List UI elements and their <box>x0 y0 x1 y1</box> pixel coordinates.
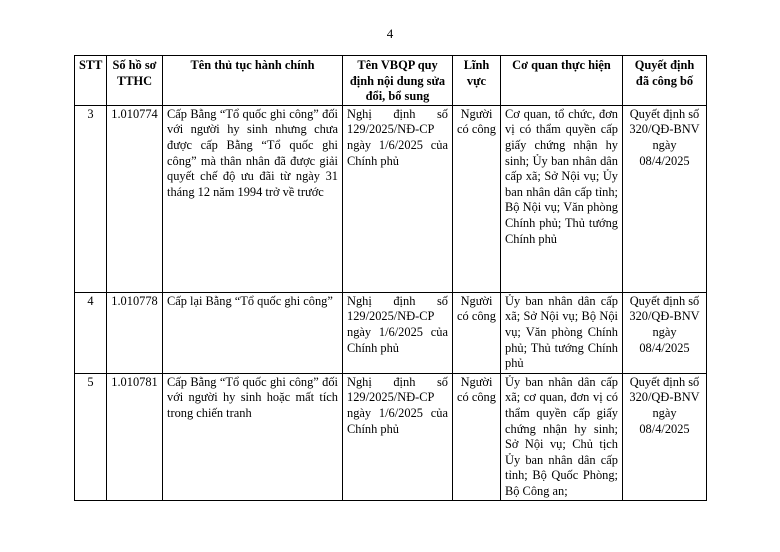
cell-stt: 5 <box>75 373 107 500</box>
cell-code: 1.010774 <box>107 105 163 292</box>
header-name: Tên thủ tục hành chính <box>163 56 343 106</box>
header-field: Lĩnh vực <box>453 56 501 106</box>
header-agency: Cơ quan thực hiện <box>501 56 623 106</box>
page-number: 4 <box>386 26 394 41</box>
cell-name: Cấp lại Bằng “Tổ quốc ghi công” <box>163 292 343 373</box>
cell-doc: Nghị định số 129/2025/NĐ-CP ngày 1/6/2025 của Chính phủ <box>343 373 453 500</box>
cell-agency: Cơ quan, tổ chức, đơn vị có thẩm quyền cấp giấy chứng nhận hy sinh; Ủy ban nhân dân cấp xã; Sở Nội vụ; Ủy ban nhân dân cấp tỉnh; Bộ Nội vụ; Văn phòng Chính phủ; Thủ tướng Chính phủ <box>501 105 623 292</box>
header-decision: Quyết định đã công bố <box>623 56 707 106</box>
header-code: Số hồ sơ TTHC <box>107 56 163 106</box>
table-row <box>75 105 707 292</box>
cell-agency: Ủy ban nhân dân cấp xã; Sở Nội vụ; Bộ Nội vụ; Văn phòng Chính phủ; Thủ tướng Chính phủ <box>501 292 623 373</box>
header-stt: STT <box>75 56 107 106</box>
cell-doc: Nghị định số 129/2025/NĐ-CP ngày 1/6/2025 của Chính phủ <box>343 105 453 292</box>
cell-name: Cấp Bằng “Tổ quốc ghi công” đối với người hy sinh hoặc mất tích trong chiến tranh <box>163 373 343 500</box>
cell-decision: Quyết định số 320/QĐ-BNV ngày 08/4/2025 <box>623 105 707 292</box>
cell-field: Người có công <box>453 292 501 373</box>
cell-code: 1.010778 <box>107 292 163 373</box>
cell-agency: Ủy ban nhân dân cấp xã; cơ quan, đơn vị có thẩm quyền cấp giấy chứng nhận hy sinh; Sở Nội vụ; Chủ tịch Ủy ban nhân dân cấp tỉnh; Bộ Quốc Phòng; Bộ Công an; <box>501 373 623 500</box>
table-row <box>75 373 707 500</box>
header-doc: Tên VBQP quy định nội dung sửa đổi, bổ sung <box>343 56 453 106</box>
cell-field: Người có công <box>453 373 501 500</box>
cell-name: Cấp Bằng “Tổ quốc ghi công” đối với người hy sinh nhưng chưa được cấp Bằng “Tổ quốc ghi công” mà thân nhân đã được giải quyết chế độ ưu đãi từ ngày 31 tháng 12 năm 1994 trở về trước <box>163 105 343 292</box>
table-header-row <box>75 56 707 106</box>
cell-doc: Nghị định số 129/2025/NĐ-CP ngày 1/6/2025 của Chính phủ <box>343 292 453 373</box>
table-row <box>75 292 707 373</box>
cell-field: Người có công <box>453 105 501 292</box>
cell-stt: 3 <box>75 105 107 292</box>
cell-decision: Quyết định số 320/QĐ-BNV ngày 08/4/2025 <box>623 373 707 500</box>
procedures-table <box>74 55 707 501</box>
cell-stt: 4 <box>75 292 107 373</box>
cell-code: 1.010781 <box>107 373 163 500</box>
cell-decision: Quyết định số 320/QĐ-BNV ngày 08/4/2025 <box>623 292 707 373</box>
